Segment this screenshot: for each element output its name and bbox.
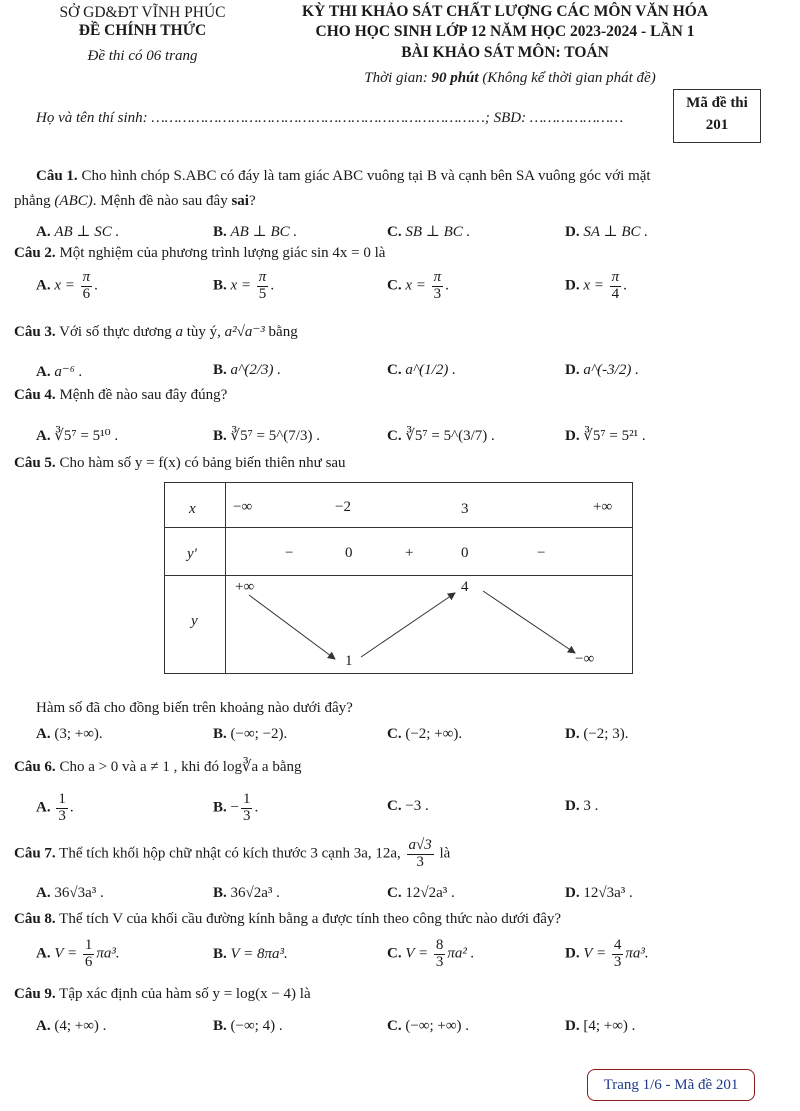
q9-option-a[interactable]: A. (4; +∞) . [36, 1018, 107, 1034]
q2-option-c[interactable]: C. x = $\frac{\pi}{3}$ . [387, 269, 449, 302]
zero-2: 0 [461, 545, 469, 561]
q6-option-a[interactable]: A. $\frac{1}{3}$ . [36, 791, 74, 824]
y-value-pos-inf: +∞ [235, 579, 255, 595]
question-2: Câu 2. Một nghiệm của phương trình lượng giác sin 4x = 0 là [14, 245, 386, 261]
exam-code-box [673, 89, 761, 143]
exam-code-value: 201 [705, 117, 729, 133]
arrow-down-1 [249, 595, 335, 659]
q2-option-b[interactable]: B. x = $\frac{\pi}{5}$ . [213, 269, 275, 302]
q3-option-b[interactable]: B. a^(2/3) . [213, 362, 282, 378]
table-yprime-label: y' [187, 546, 197, 562]
question-3: Câu 3. Với số thực dương a tùy ý, a²√a⁻³ bằng [14, 324, 298, 340]
question-7: Câu 7. Thể tích khối hộp chữ nhật có kích thước 3 cạnh 3a, 12a, $\frac{a√3}{3}$ là [14, 837, 451, 870]
q2-option-d[interactable]: D. x = $\frac{\pi}{4}$ . [565, 269, 627, 302]
q6-option-b[interactable]: B. − $\frac{1}{3}$ . [213, 791, 259, 824]
question-1: Câu 1. Cho hình chóp S.ABC có đáy là tam giác ABC vuông tại B và cạnh bên SA vuông góc với mặt [36, 168, 651, 184]
q6-option-d[interactable]: D. 3 . [565, 798, 599, 814]
q8-option-c[interactable]: C. V = $\frac{8}{3}$ πa² . [387, 937, 475, 970]
q9-option-b[interactable]: B. (−∞; 4) . [213, 1018, 283, 1034]
q7-option-a[interactable]: A. 36√3a³ . [36, 885, 104, 901]
exam-code-label: Mã đề thi [686, 95, 748, 111]
official-label: ĐỀ CHÍNH THỨC [78, 22, 207, 39]
question-1-line2: phẳng (ABC). Mệnh đề nào sau đây sai? [14, 193, 256, 209]
x-value-minus-2: −2 [335, 499, 351, 515]
exam-subject: BÀI KHẢO SÁT MÔN: TOÁN [401, 44, 609, 61]
q4-option-c[interactable]: C. ∛5⁷ = 5^(3/7) . [387, 428, 495, 444]
q2-option-a[interactable]: A. x = $\frac{\pi}{6}$ . [36, 269, 98, 302]
q3-option-c[interactable]: C. a^(1/2) . [387, 362, 456, 378]
sign-1: − [285, 545, 294, 561]
sign-3: − [537, 545, 546, 561]
exam-title-1: KỲ THI KHẢO SÁT CHẤT LƯỢNG CÁC MÔN VĂN HÓA [301, 3, 709, 20]
q3-option-a[interactable]: A. a⁻⁶ . [36, 364, 83, 380]
q4-option-b[interactable]: B. ∛5⁷ = 5^(7/3) . [213, 428, 320, 444]
q1-option-d[interactable]: D. SA ⊥ BC . [565, 224, 649, 240]
candidate-name-line: Họ và tên thí sinh: …………………………………………………………………; SBD: ………………… [36, 110, 624, 126]
variation-table [164, 482, 633, 674]
q6-option-c[interactable]: C. −3 . [387, 798, 429, 814]
q1-option-a[interactable]: A. AB ⊥ SC . [36, 224, 120, 240]
question-4: Câu 4. Mệnh đề nào sau đây đúng? [14, 387, 228, 403]
table-x-label: x [189, 501, 196, 517]
q4-option-a[interactable]: A. ∛5⁷ = 5¹⁰ . [36, 428, 119, 444]
q9-option-d[interactable]: D. [4; +∞) . [565, 1018, 636, 1034]
question-5-prompt: Hàm số đã cho đồng biến trên khoảng nào dưới đây? [36, 700, 353, 716]
page-count: Đề thi có 06 trang [87, 48, 198, 64]
x-value-neg-inf: −∞ [233, 499, 253, 515]
q7-option-c[interactable]: C. 12√2a³ . [387, 885, 455, 901]
y-value-neg-inf: −∞ [575, 651, 595, 667]
q5-option-d[interactable]: D. (−2; 3). [565, 726, 629, 742]
q5-option-b[interactable]: B. (−∞; −2). [213, 726, 288, 742]
sign-2: + [405, 545, 414, 561]
zero-1: 0 [345, 545, 353, 561]
q1-option-b[interactable]: B. AB ⊥ BC . [213, 224, 298, 240]
q5-option-a[interactable]: A. (3; +∞). [36, 726, 103, 742]
arrow-up [361, 593, 455, 657]
page-footer: Trang 1/6 - Mã đề 201 [587, 1069, 755, 1101]
question-5: Câu 5. Cho hàm số y = f(x) có bảng biến thiên như sau [14, 455, 346, 471]
q9-option-c[interactable]: C. (−∞; +∞) . [387, 1018, 470, 1034]
table-y-label: y [191, 613, 198, 629]
y-value-1: 1 [345, 653, 353, 669]
department-name: SỞ GD&ĐT VĨNH PHÚC [59, 4, 226, 21]
q8-option-a[interactable]: A. V = $\frac{1}{6}$ πa³. [36, 937, 120, 970]
q4-option-d[interactable]: D. ∛5⁷ = 5²¹ . [565, 428, 646, 444]
exam-title-2: CHO HỌC SINH LỚP 12 NĂM HỌC 2023-2024 - LẦN 1 [315, 23, 695, 40]
q8-option-d[interactable]: D. V = $\frac{4}{3}$ πa³. [565, 937, 649, 970]
q3-option-d[interactable]: D. a^(-3/2) . [565, 362, 639, 378]
question-9: Câu 9. Tập xác định của hàm số y = log(x − 4) là [14, 986, 311, 1002]
q7-option-d[interactable]: D. 12√3a³ . [565, 885, 633, 901]
arrow-down-2 [483, 591, 575, 653]
x-value-pos-inf: +∞ [593, 499, 613, 515]
exam-time: Thời gian: 90 phút (Không kể thời gian phát đề) [364, 70, 656, 86]
q5-option-c[interactable]: C. (−2; +∞). [387, 726, 463, 742]
question-6: Câu 6. Cho a > 0 và a ≠ 1 , khi đó log∛a a bằng [14, 759, 302, 775]
x-value-3: 3 [461, 501, 469, 517]
q1-option-c[interactable]: C. SB ⊥ BC . [387, 224, 471, 240]
y-value-4: 4 [461, 579, 469, 595]
q8-option-b[interactable]: B. V = 8πa³. [213, 946, 288, 962]
question-8: Câu 8. Thể tích V của khối cầu đường kính bằng a được tính theo công thức nào dưới đây? [14, 911, 562, 927]
q7-option-b[interactable]: B. 36√2a³ . [213, 885, 280, 901]
variation-arrows [165, 483, 632, 673]
